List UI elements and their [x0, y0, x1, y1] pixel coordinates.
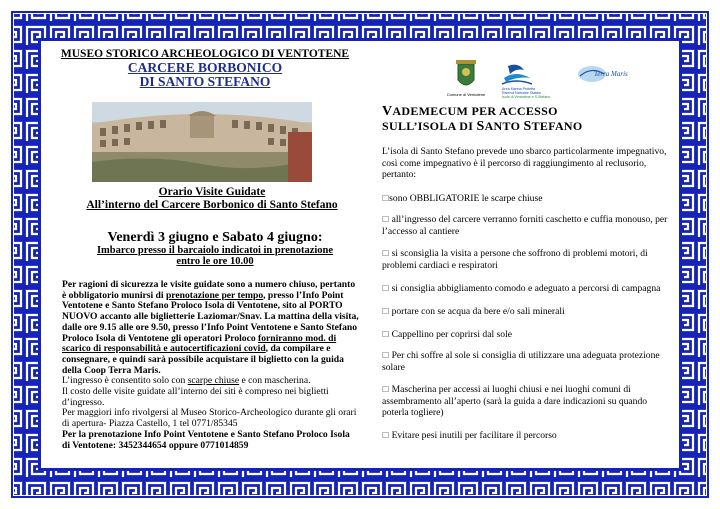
info-paragraph: Per maggiori info rivolgersi al Museo Storico-Archeologico durante gli orari di apertura- Piazza Castello, 1 tel 0771/85345	[62, 407, 357, 430]
visite-title-line2: All’interno del Carcere Borbonico di Santo Stefano	[86, 199, 338, 211]
vademecum-item-8	[382, 384, 672, 419]
checkbox-icon: ☐	[382, 385, 390, 394]
vade-l2e: TEFANO	[531, 119, 583, 133]
carcere-title-line1: CARCERE BORBONICO	[127, 60, 283, 75]
checkbox-icon: ☐	[382, 330, 390, 339]
carcere-title-line2: DI SANTO STEFANO	[139, 74, 271, 89]
visit-dates: Venerdì 3 giugno e Sabato 4 giugno:	[107, 230, 323, 245]
vademecum-item-text: Evitare pesi inutili per facilitare il percorso	[389, 430, 557, 441]
vademecum-item-7	[382, 350, 672, 373]
checkbox-icon: ☐	[382, 284, 390, 293]
checkbox-icon: ☐	[382, 307, 390, 316]
vademecum-item-text: Mascherina per accessi ai luoghi chiusi e nei luoghi comuni di assembramento all’aperto (sarà la guida a dare indicazioni su quando poterla togliere)	[382, 384, 648, 419]
amp-logo-text-1: Area Marina Protetta	[502, 87, 536, 91]
p1-b: prenotazione per tempo	[165, 289, 264, 301]
left-body-text	[62, 280, 360, 451]
contatti-paragraph: Per la prenotazione Info Point Ventotene e Santo Stefano Proloco Isola di Ventotene: 3452344654 oppure 0771014859	[62, 428, 350, 451]
p2-b: scarpe chiuse	[187, 375, 240, 387]
vademecum-item-3	[382, 248, 672, 271]
checkbox-icon: ☐	[382, 249, 390, 258]
checkbox-icon: ☐	[382, 351, 390, 360]
p1-d: forniranno mod. di scarico di responsabilità e autocertificazioni covid	[62, 332, 337, 355]
vademecum-item-text: sono OBBLIGATORIE le scarpe chiuse	[389, 193, 543, 204]
carcere-photo	[92, 102, 312, 182]
checkbox-icon: ☐	[382, 431, 390, 440]
vade-l1b: ADEMECUM PER ACCESSO	[392, 104, 558, 118]
imbarco-info	[70, 245, 360, 267]
vade-l1a: V	[382, 104, 393, 119]
terramaris-logo-text: Terra Maris	[594, 70, 628, 78]
vademecum-item-2	[382, 214, 672, 237]
vade-l2c: ANTO	[484, 119, 524, 133]
checkbox-icon: ☐	[382, 215, 390, 224]
vademecum-item-text: all’ingresso del carcere verranno forniti caschetto e cuffia monouso, per l’accesso al cantiere	[382, 214, 668, 237]
logos-row	[444, 60, 674, 100]
vademecum-item-text: si consiglia abbigliamento comodo e adeguato a percorsi di campagna	[389, 283, 661, 294]
p1-e: , da compilare e consegnare, e quindi sarà possibile acquistare il biglietto con la guida della Coop Terra Maris.	[62, 343, 344, 376]
prenotazione-paragraph	[62, 280, 360, 376]
amp-logo-text-3: Isole di Ventotene e S.Stefano	[502, 95, 551, 99]
imbarco-line1: Imbarco presso il barcaiolo indicatoi in prenotazione	[96, 245, 334, 256]
vademecum-item-9	[382, 430, 672, 442]
vademecum-item-text: si sconsiglia la visita a persone che soffrono di problemi motori, di problemi cardiaci e respiratori	[382, 248, 648, 271]
vademecum-item-6	[382, 329, 672, 341]
comune-logo-text: Comune di Ventotene	[446, 92, 486, 97]
vademecum-title-line2	[382, 119, 662, 134]
vade-l2b: S	[476, 119, 485, 134]
comune-crest-icon	[456, 60, 476, 85]
vademecum-title-line1	[382, 104, 662, 119]
p2-a: L’ingresso è consentito solo con	[62, 375, 188, 387]
vade-l2a: SULL’ISOLA DI	[382, 119, 477, 133]
vademecum-item-4	[382, 283, 672, 295]
costo-paragraph: Il costo delle visite guidate all’interno dei siti è compreso nei biglietti d’ingresso.	[62, 386, 329, 408]
vademecum-title	[382, 104, 662, 134]
vademecum-intro: L’isola di Santo Stefano prevede uno sbarco particolarmente impegnativo, così come impegnativo è il percorso di raggiungimento al reclusorio, pertanto:	[382, 146, 667, 181]
carcere-title	[60, 61, 350, 89]
visite-title-line1: Orario Visite Guidate	[158, 186, 266, 198]
vade-l2d: S	[523, 119, 532, 134]
p2-c: e con mascherina.	[239, 375, 311, 387]
checkbox-icon: ☐	[382, 194, 390, 203]
vademecum-item-text: Per chi soffre al sole si consiglia di utilizzare una adeguata protezione solare	[382, 350, 660, 373]
vademecum-item-text: portare con se acqua da bere e/o sali minerali	[389, 306, 565, 317]
imbarco-line2: entro le ore 10.00	[176, 256, 254, 267]
museum-title: MUSEO STORICO ARCHEOLOGICO DI VENTOTENE	[60, 48, 350, 60]
vademecum-item-1	[382, 193, 672, 205]
amp-logo-text-2: Riserva Naturale Statale	[502, 91, 541, 95]
amp-logo-icon	[502, 65, 532, 84]
vademecum-item-5	[382, 306, 672, 318]
p1-a: Per ragioni di sicurezza le visite guidate sono a numero chiuso, pertanto è obbligatorio munirsi di	[62, 279, 356, 301]
vademecum-item-text: Cappellino per coprirsi dal sole	[389, 329, 512, 340]
p1-c: , presso l’Info Point Ventotene e Santo Stefano Proloco Isola di Ventotene, sito al PORTO NUOVO accanto alle biglietterie Laziomar/Snav. La mattina della visita, dalle ore 9.15 alle ore 9.50, presso l’Info Point Ventotene e Santo Stefano Proloco Isola di Ventotene gli operatori Proloco	[62, 289, 359, 344]
visite-title	[62, 186, 362, 212]
